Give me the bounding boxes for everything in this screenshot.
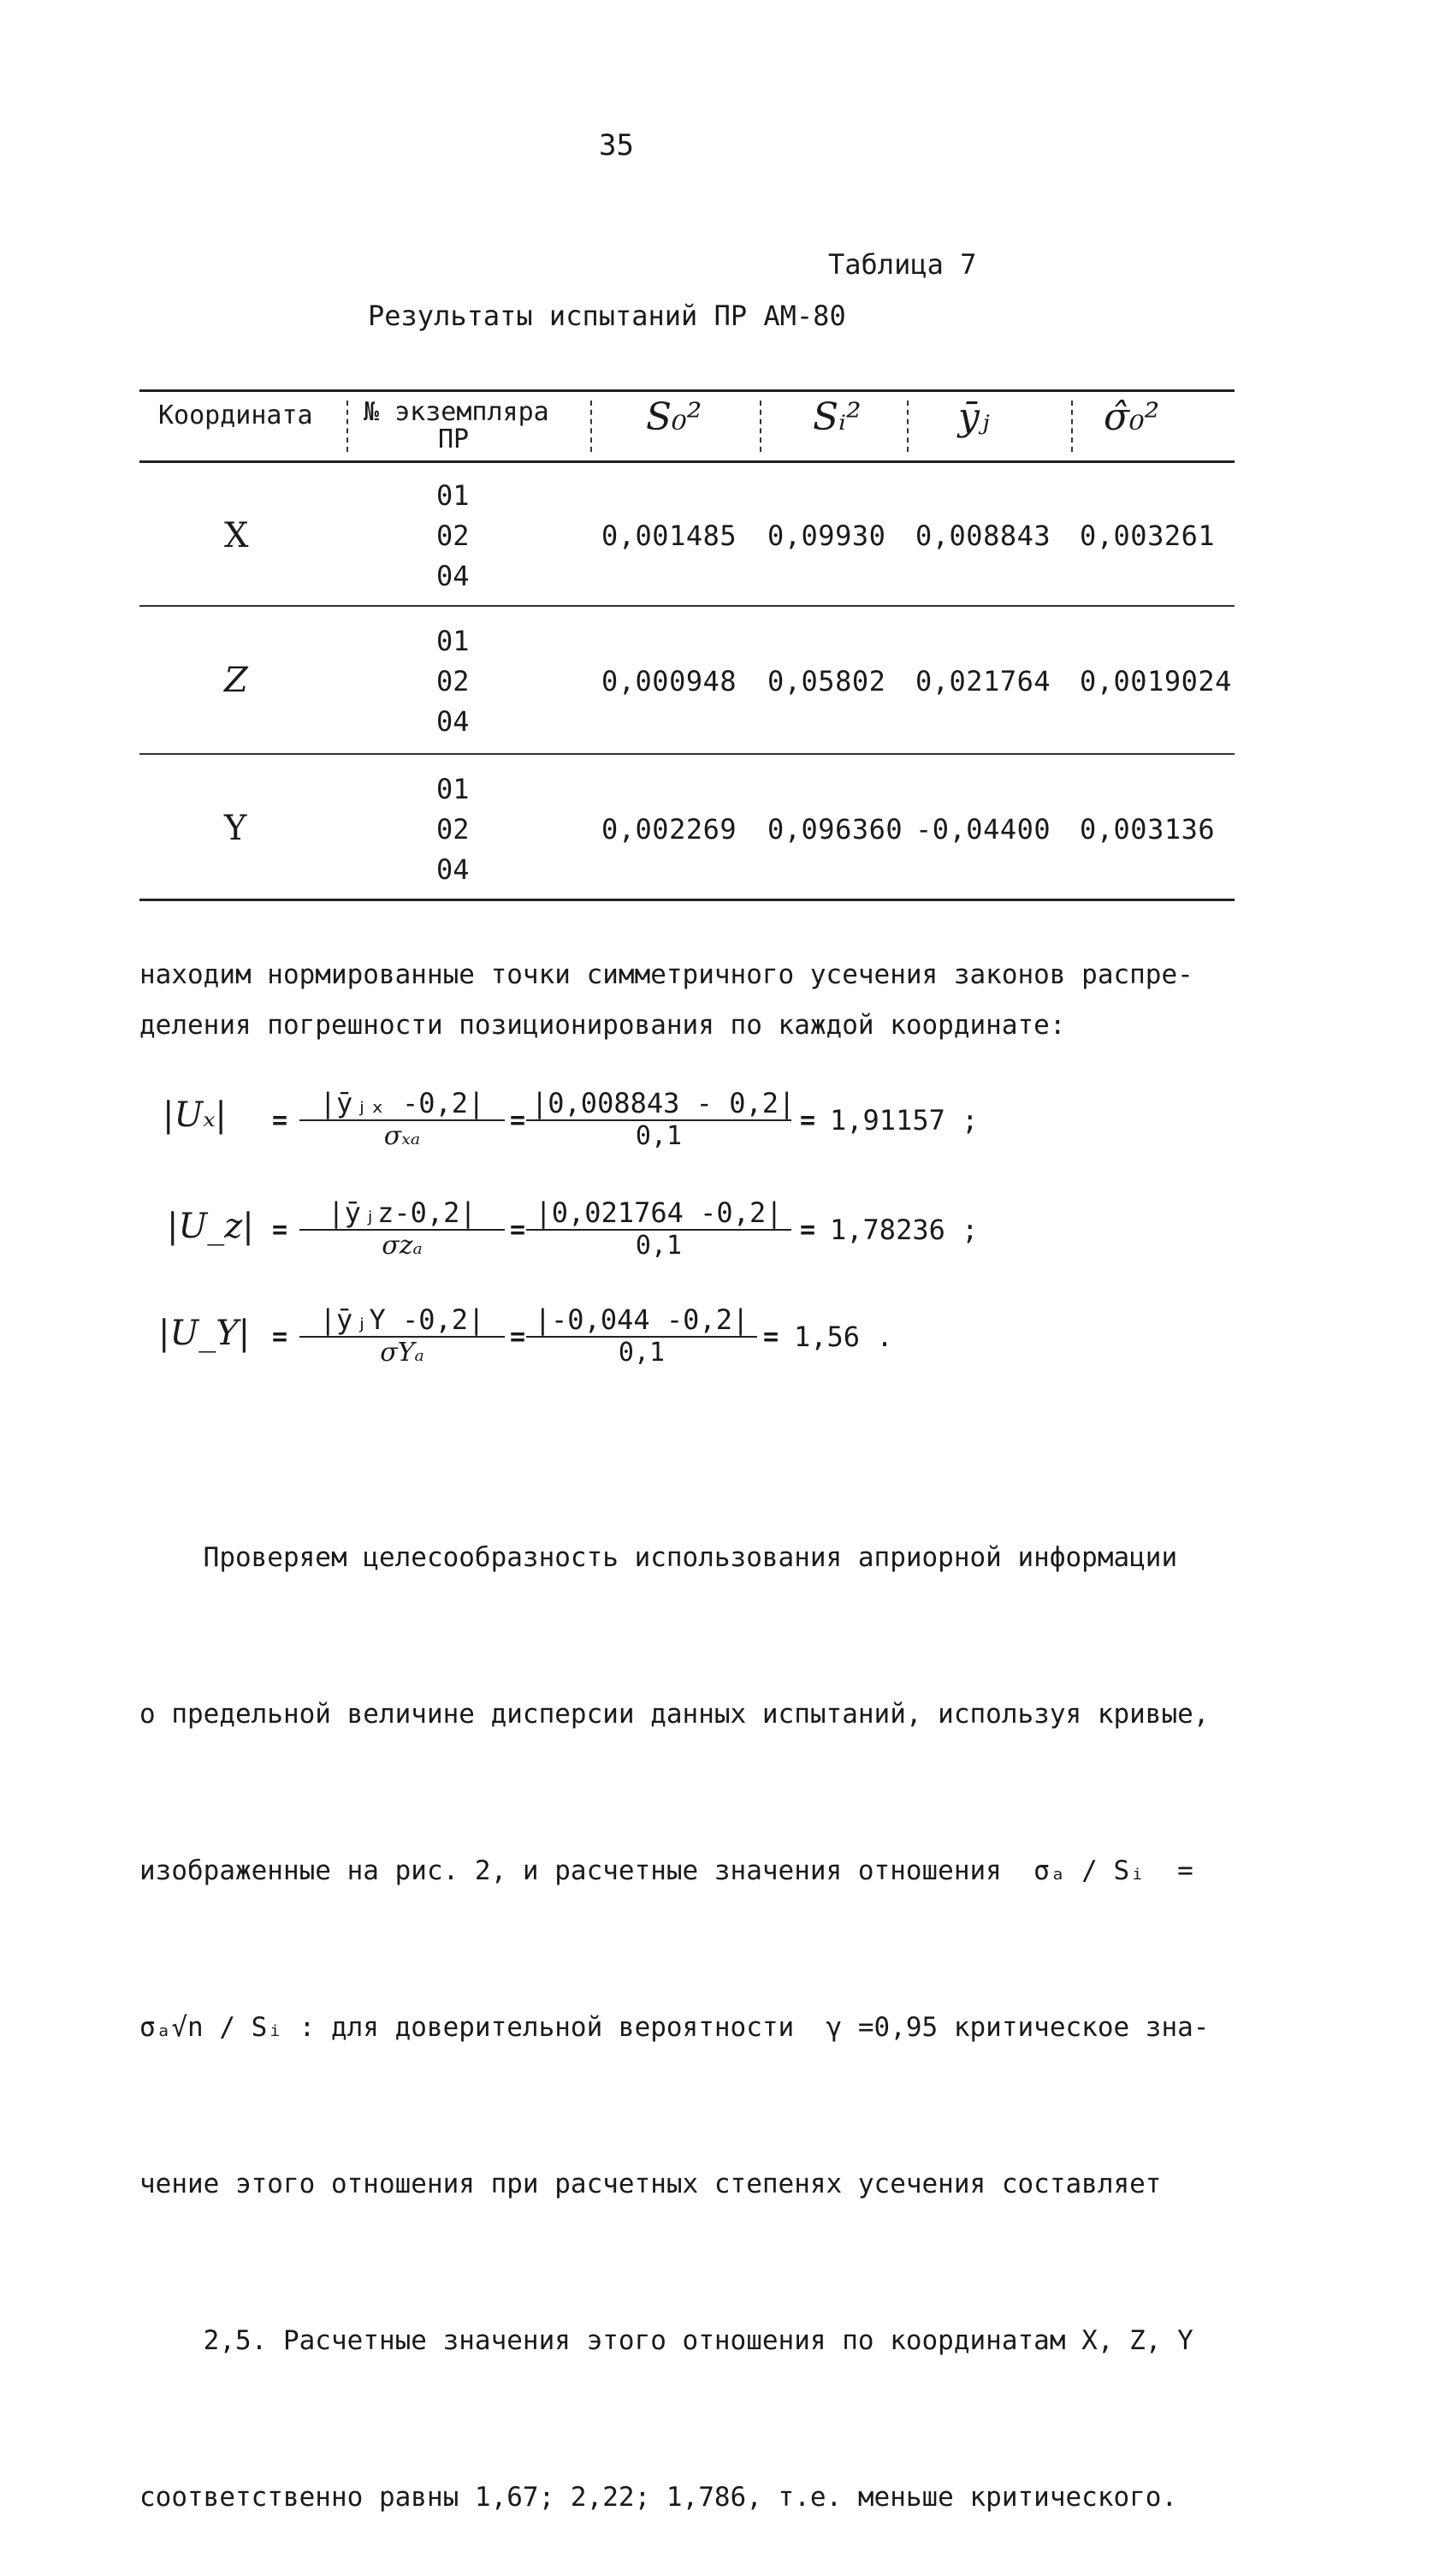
text-line: σₐ√n / Sᵢ : для доверительной вероятности γ =0,95 критическое зна- [139, 2012, 1210, 2043]
denominator: σYₐ [380, 1338, 424, 1368]
numerator: |ȳⱼY -0,2| [299, 1303, 505, 1338]
equals-sign: = [800, 1106, 816, 1136]
body-paragraph [139, 1427, 1226, 2576]
text-line: деления погрешности позиционирования по каждой координате: [139, 1010, 1066, 1041]
formula-lhs: |U_Y| [158, 1314, 251, 1353]
header-sample-no-pr: ПР [438, 424, 470, 454]
header-separator [590, 401, 592, 452]
header-coordinate: Координата [158, 401, 313, 430]
table-bottom-rule [139, 899, 1235, 901]
equals-sign: = [800, 1215, 816, 1245]
numerator: |0,021764 -0,2| [526, 1196, 791, 1231]
equals-sign: = [510, 1215, 526, 1245]
numerator: |0,008843 - 0,2| [526, 1087, 791, 1121]
value-s0: 0,001485 [601, 519, 737, 552]
table-top-rule [139, 389, 1235, 392]
header-s0-squared: S₀² [646, 395, 702, 439]
equals-sign: = [763, 1322, 779, 1352]
text-line: 2,5. Расчетные значения этого отношения по координатам X, Z, Y [139, 2325, 1193, 2356]
text-line: чение этого отношения при расчетных степенях усечения составляет [139, 2169, 1162, 2199]
denominator: σzₐ [382, 1231, 423, 1261]
value-si: 0,09930 [767, 519, 886, 552]
equals-sign: = [272, 1215, 288, 1245]
header-separator [346, 401, 348, 452]
sample-no: 01 [436, 625, 470, 657]
sample-no: 04 [436, 853, 470, 886]
equals-sign: = [272, 1322, 288, 1352]
header-sigma-hat-squared: σ̂₀² [1104, 395, 1160, 439]
row-separator-rule [139, 753, 1235, 755]
numerator: |-0,044 -0,2| [526, 1303, 757, 1338]
result: 1,56 . [794, 1321, 893, 1353]
page-number: 35 [599, 128, 634, 163]
text-line: находим нормированные точки симметричного усечения законов распре- [139, 959, 1193, 990]
sample-no: 04 [436, 705, 470, 738]
value-s0: 0,000948 [601, 665, 737, 697]
row-separator-rule [139, 605, 1235, 607]
row-coordinate: X [224, 516, 249, 555]
sample-no: 02 [436, 813, 470, 846]
value-sigma: 0,0019024 [1080, 665, 1232, 697]
text-line: изображенные на рис. 2, и расчетные значения отношения σₐ / Sᵢ = [139, 1855, 1193, 1886]
sample-no: 02 [436, 519, 470, 552]
row-coordinate: Y [224, 809, 247, 848]
formula-lhs: |U_z| [167, 1207, 254, 1246]
header-separator [907, 401, 909, 452]
sample-no: 02 [436, 665, 470, 697]
value-s0: 0,002269 [601, 813, 737, 846]
header-y-mean: ȳⱼ [958, 395, 990, 439]
denominator: 0,1 [635, 1231, 683, 1261]
equals-sign: = [272, 1106, 288, 1136]
fraction [299, 1196, 505, 1261]
denominator: 0,1 [618, 1338, 666, 1368]
numerator: |ȳⱼz-0,2| [299, 1196, 505, 1231]
value-sigma: 0,003261 [1080, 519, 1216, 552]
text-line: соответственно равны 1,67; 2,22; 1,786, т.е. меньше критического. [139, 2482, 1178, 2513]
fraction [526, 1087, 796, 1151]
table-title: Результаты испытаний ПР АМ-80 [368, 300, 846, 332]
value-y: -0,04400 [915, 813, 1051, 846]
row-coordinate: Z [224, 661, 248, 700]
result: 1,91157 ; [830, 1104, 979, 1137]
intro-paragraph [139, 950, 1226, 1051]
denominator: 0,1 [635, 1121, 683, 1151]
table-label: Таблица 7 [828, 248, 977, 281]
equals-sign: = [510, 1106, 526, 1136]
sample-no: 01 [436, 479, 470, 512]
numerator: |ȳⱼₓ -0,2| [299, 1087, 505, 1121]
value-y: 0,008843 [915, 519, 1051, 552]
sample-no: 04 [436, 560, 470, 592]
text-line: о предельной величине дисперсии данных испытаний, используя кривые, [139, 1699, 1210, 1730]
header-separator [1071, 401, 1073, 452]
text-line: Проверяем целесообразность использования априорной информации [139, 1542, 1178, 1573]
denominator: σₓₐ [383, 1121, 421, 1151]
value-si: 0,096360 [767, 813, 903, 846]
header-si-squared: Sᵢ² [813, 395, 862, 439]
formula-lhs: |Uₓ| [163, 1095, 227, 1135]
fraction [299, 1087, 505, 1151]
fraction [526, 1196, 791, 1261]
table-header-rule [139, 460, 1235, 463]
equals-sign: = [510, 1322, 526, 1352]
value-si: 0,05802 [767, 665, 886, 697]
fraction [299, 1303, 505, 1368]
result: 1,78236 ; [830, 1214, 979, 1246]
value-y: 0,021764 [915, 665, 1051, 697]
sample-no: 01 [436, 773, 470, 805]
fraction [526, 1303, 757, 1368]
header-separator [760, 401, 761, 452]
header-sample-no: № экземпляра [364, 397, 549, 427]
value-sigma: 0,003136 [1080, 813, 1216, 846]
